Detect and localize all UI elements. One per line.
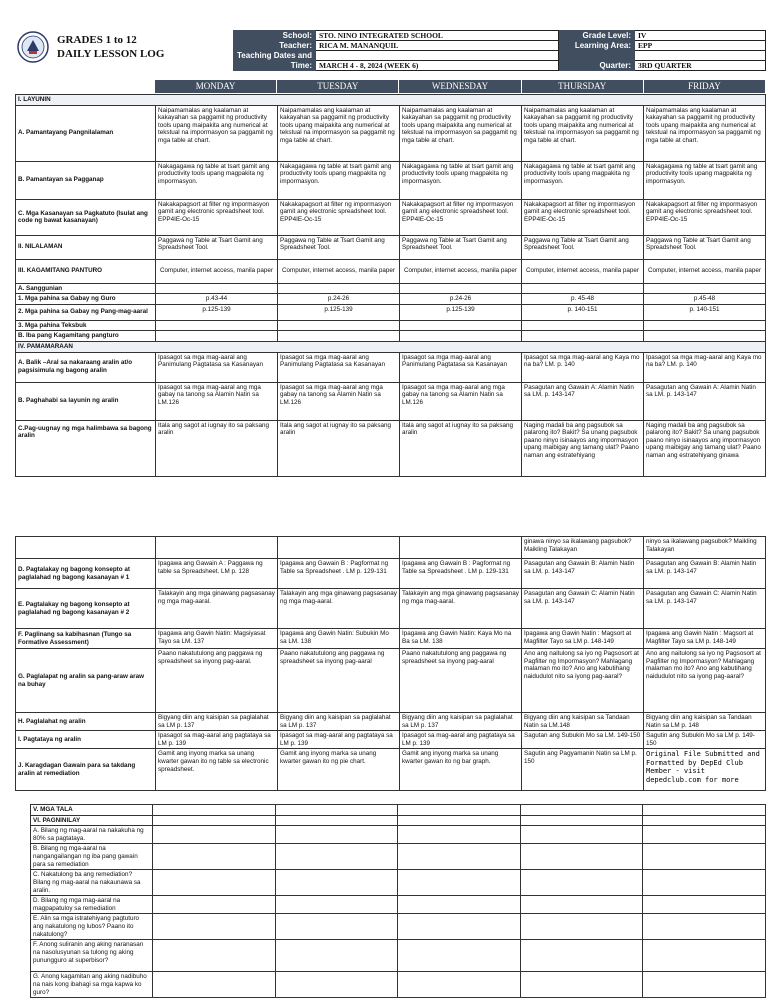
row-label: B. Iba pang Kagamitang pangturo [16, 331, 156, 342]
cell: ginawa ninyo sa ikalawang pagsubok? Maikling Talakayan [522, 537, 644, 559]
cell: Ipasagot sa mga mag-aaral ang Panimulang Pagtatasa sa Kasanayan [278, 352, 400, 382]
row-label: C. Mga Kasanayan sa Pagkatuto (Isulat ang code ng bawat kasanayan) [16, 199, 156, 235]
cell: Itala ang sagot at iugnay ito sa paksang aralin [156, 420, 278, 476]
cell: Ano ang naitulong sa iyo ng Pagsosort at Pagfilter ng Impormasyon? Mahlagang malaman mo ito? Ano ang kabutihang naidudulot nito sa iyong pag-aaral? [644, 649, 766, 713]
row-label: B. Pamantayan sa Pagganap [16, 161, 156, 199]
section-pamamaraan: IV. PAMAMARAAN [16, 341, 766, 352]
cell: Paano nakatutulong ang paggawa ng spreadsheet sa inyong pag-aaral. [156, 649, 278, 713]
depedclub-notice: Original File Submitted and Formatted by DepEd Club Member - visit depedclub.com for more [644, 749, 766, 791]
cell: Ipasagot sa mga mag-aaral ang mga gabay na tanong sa Alamin Natin sa LM.126 [278, 382, 400, 420]
cell: Talakayin ang mga ginawang pagsasanay ng mga mag-aaral. [156, 589, 278, 629]
cell: Ipagawa ang Gawin Natin: Magsiyasat Tayo sa LM. 137 [156, 629, 278, 649]
school-value: STO. NINO INTEGRATED SCHOOL [316, 31, 559, 41]
title-line-1: GRADES 1 to 12 [57, 34, 137, 46]
table-row [16, 749, 766, 791]
row-label: III. KAGAMITANG PANTURO [16, 259, 156, 283]
cell: Talakayin ang mga ginawang pagsasanay ng mga mag-aaral. [278, 589, 400, 629]
cell: Bigyang diin ang kaisipan sa paglalahat sa LM p. 137 [278, 713, 400, 731]
time-label: Time: [234, 61, 316, 71]
grade-value: IV [635, 31, 766, 41]
section-layunin: I. LAYUNIN [16, 95, 766, 106]
cell: p.43-44 [156, 294, 278, 305]
table-row [31, 896, 766, 914]
cell: Naipamamalas ang kaalaman at kakayahan sa paggamit ng productivity tools upang maipakita ang numerical at tekstual na impormasyon sa paggamit ng mga table at chart. [400, 105, 522, 161]
table-row [16, 537, 766, 559]
cell: Pasagutan ang Gawain A: Alamin Natin sa LM. p. 143-147 [522, 382, 644, 420]
cell: Itala ang sagot at iugnay ito sa paksang aralin [400, 420, 522, 476]
row-label: A. Pamantayang Pangnilalaman [16, 105, 156, 161]
table-row [16, 161, 766, 199]
table-row [16, 731, 766, 749]
cell: Talakayin ang mga ginawang pagsasanay ng mga mag-aaral. [400, 589, 522, 629]
cell: Paano nakatutulong ang paggawa ng spreadsheet sa inyong pag-aaral [278, 649, 400, 713]
cell: Bigyang diin ang kaisipan sa Tandaan Natin sa LM p. 148 [644, 713, 766, 731]
row-label: I. Pagtataya ng aralin [16, 731, 156, 749]
cell: Ipagawa ang Gawain B : Pagformat ng Table sa Spreadsheet . LM p. 129-131 [278, 559, 400, 589]
dates-value: MARCH 4 - 8, 2024 (WEEK 6) [316, 61, 559, 71]
cell: p. 45-48 [522, 294, 644, 305]
deped-seal-icon [17, 31, 49, 63]
table-row [16, 420, 766, 476]
title-line-2: DAILY LESSON LOG [57, 48, 165, 60]
table-row [16, 199, 766, 235]
row-label: G. Paglalapat ng aralin sa pang-araw araw na buhay [16, 649, 156, 713]
table-row [16, 304, 766, 320]
row-label: A. Sanggunian [16, 283, 156, 294]
table-row [16, 235, 766, 259]
cell: Ipasagot sa mga mag-aaral ang Panimulang Pagtatasa sa Kasanayan [156, 352, 278, 382]
table-row [16, 352, 766, 382]
cell: Computer, internet access, manila paper [156, 259, 278, 283]
cell: Nakakapagsort at filter ng impormasyon gamit ang electronic spreadsheet tool. EPP4IE-Oc-15 [278, 199, 400, 235]
cell: Computer, internet access, manila paper [644, 259, 766, 283]
section-tala: V. MGA TALA [31, 805, 153, 816]
row-label: B. Paghahabi sa layunin ng aralin [16, 382, 156, 420]
cell: Ipasagot sa mga mag-aaral ang Panimulang Pagtatasa sa Kasanayan [400, 352, 522, 382]
lesson-table-part-1 [15, 94, 766, 477]
cell: Computer, internet access, manila paper [522, 259, 644, 283]
cell: Nakagagawa ng table at tsart gamit ang productivity tools upang magpakita ng impormasyon. [400, 161, 522, 199]
cell: Bigyang diin ang kaisipan sa paglalahat sa LM p. 137 [400, 713, 522, 731]
document-title [57, 33, 164, 61]
quarter-label: Quarter: [560, 61, 635, 71]
table-row [16, 320, 766, 331]
cell: p.24-26 [400, 294, 522, 305]
day-friday: FRIDAY [644, 80, 766, 93]
row-label: 2. Mga pahina sa Gabay ng Pang-mag-aaral [16, 304, 156, 320]
table-row [16, 649, 766, 713]
cell: Paggawa ng Table at Tsart Gamit ang Spreadsheet Tool. [156, 235, 278, 259]
teacher-value: RICA M. MANANQUIL [316, 41, 559, 51]
table-row [31, 870, 766, 896]
cell: Paggawa ng Table at Tsart Gamit ang Spreadsheet Tool. [400, 235, 522, 259]
day-wednesday: WEDNESDAY [399, 80, 521, 93]
cell: Nakakapagsort at filter ng impormasyon gamit ang electronic spreadsheet tool. EPP4IE-Oc-15 [522, 199, 644, 235]
cell: Gamit ang inyong marka sa unang kwarter gawan ito ng bar graph. [400, 749, 522, 791]
table-row [16, 331, 766, 342]
cell: Pasagutan ang Gawain B: Alamin Natin sa LM. p. 143-147 [644, 559, 766, 589]
cell: Nakakapagsort at filter ng impormasyon gamit ang electronic spreadsheet tool. EPP4IE-Oc-15 [400, 199, 522, 235]
table-row [16, 382, 766, 420]
table-row [31, 826, 766, 844]
cell: p.125-139 [278, 304, 400, 320]
quarter-value: 3RD QUARTER [635, 61, 766, 71]
day-thursday: THURSDAY [522, 80, 644, 93]
cell: Ipasagot sa mga mag-aaral ang mga gabay na tanong sa Alamin Natin sa LM.126 [400, 382, 522, 420]
row-label: G. Anong kagamitan ang aking nadibuho na nais kong ibahagi sa mga kapwa ko guro? [31, 972, 153, 998]
cell: p. 140-151 [522, 304, 644, 320]
cell: ninyo sa ikalawang pagsubok? Maikling Talakayan [644, 537, 766, 559]
dates-label: Teaching Dates and [234, 51, 316, 61]
day-monday: MONDAY [155, 80, 277, 93]
cell: Ipagawa ang Gawin Natin: Subukin Mo sa LM. 138 [278, 629, 400, 649]
cell: Ipasagot sa mga mag-aaral ang Kaya mo na ba? LM. p. 140 [522, 352, 644, 382]
reflection-table [30, 804, 766, 998]
table-row [16, 105, 766, 161]
table-row [16, 629, 766, 649]
table-row [16, 283, 766, 294]
row-label: 3. Mga pahina Teksbuk [16, 320, 156, 331]
cell: Ipagawa ang Gawain A : Paggawa ng table sa Spreadsheet. LM p. 128 [156, 559, 278, 589]
row-label: H. Paglalahat ng aralin [16, 713, 156, 731]
cell: Ipagawa ang Gawin Natin : Magsort at Magfilter Tayo sa LM p. 148-149 [644, 629, 766, 649]
cell: Ipagawa ang Gawain B : Pagformat ng Table sa Spreadsheet . LM p. 129-131 [400, 559, 522, 589]
day-tuesday: TUESDAY [277, 80, 399, 93]
table-row [16, 559, 766, 589]
cell: Paggawa ng Table at Tsart Gamit ang Spreadsheet Tool. [644, 235, 766, 259]
cell: Nakagagawa ng table at tsart gamit ang productivity tools upang magpakita ng impormasyon. [156, 161, 278, 199]
row-label: C. Nakatulong ba ang remediation? Bilang ng mag-aaral na nakaunawa sa aralin. [31, 870, 153, 896]
row-label: D. Pagtalakay ng bagong konsepto at paglalahad ng bagong kasanayan # 1 [16, 559, 156, 589]
row-label: 1. Mga pahina sa Gabay ng Guro [16, 294, 156, 305]
row-label: B. Bilang ng mga-aaral na nangangailangan ng iba pang gawain para sa remediation [31, 844, 153, 870]
cell: Paano nakatutulong ang paggawa ng spreadsheet sa inyong pag-aaral [400, 649, 522, 713]
area-value: EPP [635, 41, 766, 51]
cell: Pasagutan ang Gawain C: Alamin Natin sa LM. p. 143-147 [522, 589, 644, 629]
cell: Paggawa ng Table at Tsart Gamit ang Spreadsheet Tool. [522, 235, 644, 259]
meta-left [233, 30, 559, 71]
cell: p.24-26 [278, 294, 400, 305]
cell: p. 140-151 [644, 304, 766, 320]
cell: Nakagagawa ng table at tsart gamit ang productivity tools upang magpakita ng impormasyon. [644, 161, 766, 199]
cell: Pasagutan ang Gawain B: Alamin Natin sa LM. p. 143-147 [522, 559, 644, 589]
row-label: II. NILALAMAN [16, 235, 156, 259]
cell: p.45-48 [644, 294, 766, 305]
teacher-label: Teacher: [234, 41, 316, 51]
area-label: Learning Area: [560, 41, 635, 51]
cell: p.125-139 [156, 304, 278, 320]
cell: Ipasagot sa mag-aaral ang pagtataya sa LM p. 139 [156, 731, 278, 749]
cell: Paggawa ng Table at Tsart Gamit ang Spreadsheet Tool. [278, 235, 400, 259]
row-label: F. Anong suliranin ang aking naranasan na nasolusyunan sa tulong ng aking punungguro at superbisor? [31, 940, 153, 972]
cell: Ipasagot sa mag-aaral ang pagtataya sa LM p. 139 [400, 731, 522, 749]
table-row [16, 294, 766, 305]
table-row [31, 914, 766, 940]
cell: Itala ang sagot at iugnay ito sa paksang aralin [278, 420, 400, 476]
table-row [31, 844, 766, 870]
meta-right [559, 30, 766, 71]
grade-label: Grade Level: [560, 31, 635, 41]
table-row [16, 589, 766, 629]
cell: Naipamamalas ang kaalaman at kakayahan sa paggamit ng productivity tools upang maipakita ang numerical at tekstual na impormasyon sa paggamit ng mga table at chart. [156, 105, 278, 161]
lesson-table-part-2 [15, 536, 766, 791]
cell: p.125-139 [400, 304, 522, 320]
cell: Pasagutan ang Gawain A: Alamin Natin sa LM. p. 143-147 [644, 382, 766, 420]
day-headers [155, 80, 766, 93]
row-label: A. Balik –Aral sa nakaraang aralin at/o pagsisimula ng bagong aralin [16, 352, 156, 382]
cell: Ipagawa ang Gawin Natin : Magsort at Magfilter Tayo sa LM p. 148-149 [522, 629, 644, 649]
row-label: D. Bilang ng mga mag-aaral na magpapatuloy sa remediation [31, 896, 153, 914]
table-row [31, 940, 766, 972]
cell: Naging madali ba ang pagsubok sa palarong ito? Bakit? Sa unang pagsubok paano ninyo isinaayos ang impormasyon upang maibigay ang tamang ulat? Paano naman ang estratehiyang [522, 420, 644, 476]
cell: Ipasagot sa mag-aaral ang pagtataya sa LM p. 139 [278, 731, 400, 749]
cell: Naipamamalas ang kaalaman at kakayahan sa paggamit ng productivity tools upang maipakita ang numerical at tekstual na impormasyon sa paggamit ng mga table at chart. [644, 105, 766, 161]
header [3, 30, 766, 70]
cell: Bigyang diin ang kaisipan sa paglalahat sa LM p. 137 [156, 713, 278, 731]
cell: Computer, internet access, manila paper [400, 259, 522, 283]
row-label: A. Bilang ng mag-aaral na nakakuha ng 80% sa pagtataya. [31, 826, 153, 844]
row-label: F. Paglinang sa kabihasnan (Tungo sa Formative Assessment) [16, 629, 156, 649]
table-row [16, 713, 766, 731]
cell: Nakakapagsort at filter ng impormasyon gamit ang electronic spreadsheet tool. EPP4IE-Oc-15 [156, 199, 278, 235]
cell: Pasagutan ang Gawain C: Alamin Natin sa LM. p. 143-147 [644, 589, 766, 629]
cell: Nakagagawa ng table at tsart gamit ang productivity tools upang magpakita ng impormasyon. [522, 161, 644, 199]
section-pagninilay: VI. PAGNINILAY [31, 815, 153, 826]
cell: Naipamamalas ang kaalaman at kakayahan sa paggamit ng productivity tools upang maipakita ang numerical at tekstual na impormasyon sa paggamit ng mga table at chart. [278, 105, 400, 161]
table-row [31, 972, 766, 998]
cell: Naipamamalas ang kaalaman at kakayahan sa paggamit ng productivity tools upang maipakita ang numerical at tekstual na impormasyon sa paggamit ng mga table at chart. [522, 105, 644, 161]
cell: Ipasagot sa mga mag-aaral ang mga gabay na tanong sa Alamin Natin sa LM.126 [156, 382, 278, 420]
cell: Ipagawa ang Gawin Natin: Kaya Mo na Ba sa LM. 138 [400, 629, 522, 649]
cell: Gamit ang inyong marka sa unang kwarter gawan ito ng table sa electronic spreadsheet. [156, 749, 278, 791]
cell: Nakagagawa ng table at tsart gamit ang productivity tools upang magpakita ng impormasyon. [278, 161, 400, 199]
row-label: C.Pag-uugnay ng mga halimbawa sa bagong aralin [16, 420, 156, 476]
row-label: E. Pagtalakay ng bagong konsepto at paglalahad ng bagong kasanayan # 2 [16, 589, 156, 629]
cell: Ano ang naitulong sa iyo ng Pagsosort at Pagfilter ng Impormasyon? Mahlagang malaman mo ito? Ano ang kabutihang naidudulot nito sa iyong pag-aaral? [522, 649, 644, 713]
cell: Bigyang diin ang kaisipan sa Tandaan Natin sa LM.148 [522, 713, 644, 731]
cell: Sagutin ang Subukin Mo sa LM p. 149-150 [644, 731, 766, 749]
row-label: E. Alin sa mga istratehiyang pagtuturo ang nakatulong ng lubos? Paano ito nakatulong? [31, 914, 153, 940]
school-label: School: [234, 31, 316, 41]
cell: Ipasagot sa mga mag-aaral ang Kaya mo na ba? LM. p. 140 [644, 352, 766, 382]
cell: Sagutan ang Subukin Mo sa LM. 149-150 [522, 731, 644, 749]
table-row [16, 259, 766, 283]
cell: Computer, internet access, manila paper [278, 259, 400, 283]
cell: Gamit ang inyong marka sa unang kwarter gawan ito ng pie chart. [278, 749, 400, 791]
cell: Naging madali ba ang pagsubok sa palarong ito? Bakit? Sa unang pagsubok paano ninyo isinaayos ang impormasyon upang maibigay ang tamang ulat? Paano naman ang estratehiyang ginawa [644, 420, 766, 476]
cell: Sagutin ang Pagyamanin Natin sa LM p. 150 [522, 749, 644, 791]
row-label: J. Karagdagan Gawain para sa takdang aralin at remediation [16, 749, 156, 791]
cell: Nakakapagsort at filter ng impormasyon gamit ang electronic spreadsheet tool. EPP4IE-Oc-15 [644, 199, 766, 235]
